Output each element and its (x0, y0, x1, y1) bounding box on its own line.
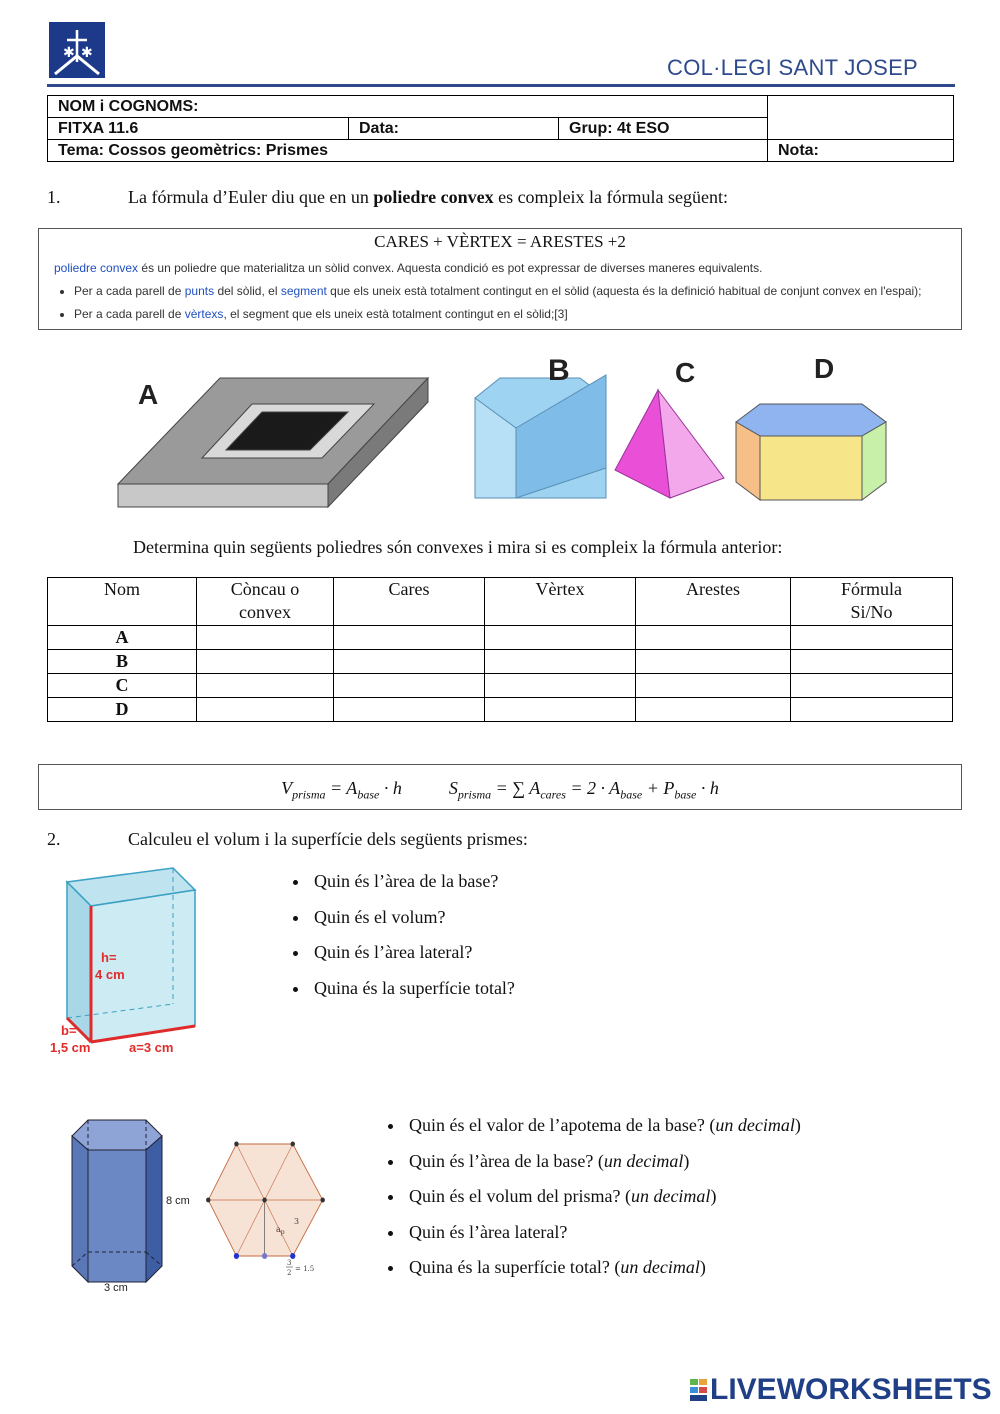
f-s-sub: prisma (457, 787, 492, 802)
item-em: un decimal (620, 1257, 700, 1277)
f-v: V (281, 778, 293, 798)
watermark-text: LIVEWORKSHEETS (710, 1373, 992, 1406)
answer-cell[interactable] (791, 626, 953, 650)
hexagonal-prism-figure (62, 1114, 202, 1294)
label-b: B (548, 354, 570, 387)
svg-text:✱: ✱ (63, 45, 75, 61)
answer-cell[interactable] (791, 674, 953, 698)
f-s-eq: = ∑ A (491, 778, 541, 798)
polyhedra-table (47, 577, 953, 722)
th-nom: Nom (48, 578, 197, 626)
answer-cell[interactable] (636, 626, 791, 650)
answer-cell[interactable] (197, 698, 334, 722)
school-logo (49, 22, 105, 78)
item-text: Quin és l’àrea lateral? (409, 1221, 568, 1242)
list-item (405, 1250, 801, 1286)
list-item (405, 1179, 801, 1215)
row-label: B (48, 650, 197, 674)
date-field[interactable]: Data: (349, 118, 559, 140)
list-item: • Quin és l’àrea de la base? (310, 864, 515, 900)
f-s-pbase: base (674, 787, 697, 802)
prism1-b-value: 1,5 cm (50, 1040, 91, 1055)
list-item: • Quin és el volum? (310, 900, 515, 936)
q2-text: Calculeu el volum i la superfície dels següents prismes: (128, 829, 528, 849)
liveworksheets-logo-icon (690, 1375, 708, 1397)
table-row (48, 698, 953, 722)
table-row (48, 674, 953, 698)
grade-field[interactable]: Nota: (768, 140, 954, 162)
table-row (48, 626, 953, 650)
prism1-b-label: b= (61, 1023, 77, 1038)
logo-icon (49, 22, 105, 78)
q1-text (128, 186, 728, 208)
name-field[interactable]: NOM i COGNOMS: (48, 96, 768, 118)
b1-a: Per a cada parell de (74, 284, 185, 298)
f-v-eq: = A (325, 778, 358, 798)
def-bullet-1 (74, 284, 922, 298)
answer-cell[interactable] (485, 626, 636, 650)
q2-number: 2. (47, 829, 61, 849)
list-item (405, 1144, 801, 1180)
hex-side-label: 3 (294, 1217, 300, 1226)
hex-half-den: 2 (287, 1269, 292, 1277)
group-field: Grup: 4t ESO (559, 118, 768, 140)
b1-link-segment[interactable]: segment (280, 284, 327, 298)
liveworksheets-watermark[interactable] (690, 1373, 992, 1407)
hex-half-value: = 1.5 (295, 1265, 315, 1273)
answer-cell[interactable] (197, 626, 334, 650)
answer-cell[interactable] (334, 626, 485, 650)
f-s-cares: cares (540, 787, 566, 802)
b1-link-punts[interactable]: punts (184, 284, 215, 298)
item-em: un decimal (630, 1186, 711, 1206)
f-s: S (448, 778, 458, 798)
answer-cell[interactable] (197, 650, 334, 674)
f-s-h: · h (696, 778, 719, 798)
polyhedra-figure (110, 350, 900, 510)
prism2-side: 3 cm (104, 1282, 128, 1294)
answer-cell[interactable] (485, 650, 636, 674)
f-v-base: base (357, 787, 380, 802)
item-text: Quina és la superfície total? ( (409, 1257, 621, 1277)
student-info-table (47, 95, 954, 162)
row-label: D (48, 698, 197, 722)
b2-a: Per a cada parell de (74, 307, 185, 321)
list-item (405, 1215, 801, 1251)
answer-cell[interactable] (485, 698, 636, 722)
sheet-id: FITXA 11.6 (48, 118, 349, 140)
blank-cell (768, 96, 954, 140)
f-s-plus: + P (642, 778, 675, 798)
answer-cell[interactable] (485, 674, 636, 698)
b2-link-vertexs[interactable]: vèrtexs (184, 307, 224, 321)
b1-b: del sòlid, el (214, 284, 281, 298)
answer-cell[interactable] (334, 650, 485, 674)
prism2-questions (375, 1108, 801, 1286)
euler-formula: CARES + VÈRTEX = ARESTES +2 (374, 232, 626, 251)
list-item: • Quina és la superfície total? (310, 971, 515, 1007)
apothem-p: p (280, 1229, 285, 1236)
header-divider (47, 84, 955, 87)
th-concau: Còncau o convex (197, 578, 334, 626)
answer-cell[interactable] (334, 674, 485, 698)
def-bullet-2 (74, 307, 922, 321)
answer-cell[interactable] (334, 698, 485, 722)
item-text: Quin és el volum del prisma? ( (409, 1186, 631, 1206)
f-s-base: base (620, 787, 643, 802)
answer-cell[interactable] (791, 698, 953, 722)
def-link[interactable]: poliedre convex (54, 261, 139, 275)
th-formula: Fórmula Si/No (791, 578, 953, 626)
q1-text-bold: poliedre convex (373, 187, 494, 207)
item-em: un decimal (715, 1115, 795, 1135)
prism1-h-value: 4 cm (95, 967, 125, 982)
item-end: ) (699, 1257, 706, 1277)
item-text: Quin és el valor de l’apotema de la base? ( (409, 1115, 716, 1135)
polyhedron-c (615, 357, 724, 498)
row-label: C (48, 674, 197, 698)
hexagon-base-figure (205, 1138, 325, 1280)
b2-b: , el segment que els uneix està totalment contingut en el sòlid;[3] (223, 307, 568, 321)
polyhedron-b (475, 354, 606, 498)
prism1-h-label: h= (101, 950, 117, 965)
euler-definition-box (38, 228, 962, 330)
item-em: un decimal (603, 1150, 684, 1171)
polyhedron-d (736, 353, 886, 500)
th-vertex: Vèrtex (485, 578, 636, 626)
rectangular-prism-figure (45, 862, 210, 1057)
th-arestes: Arestes (636, 578, 791, 626)
answer-cell[interactable] (636, 674, 791, 698)
answer-cell[interactable] (636, 698, 791, 722)
list-item (405, 1108, 801, 1144)
table-row (48, 650, 953, 674)
label-c: C (675, 357, 696, 388)
item-end: ) (683, 1150, 690, 1171)
prism2-height: 8 cm (166, 1195, 190, 1207)
topic: Tema: Cossos geomètrics: Prismes (48, 140, 768, 162)
prism1-a-label: a=3 cm (129, 1040, 174, 1055)
b1-c: que els uneix està totalment contingut en el sòlid (aquesta és la definició habitual de conjunt convex en l'espai); (326, 284, 922, 298)
label-d: D (814, 353, 835, 384)
prism-formulas (38, 764, 962, 810)
q1-text-a: La fórmula d’Euler diu que en un (128, 187, 374, 207)
list-item: • Quin és l’àrea lateral? (310, 935, 515, 971)
answer-cell[interactable] (791, 650, 953, 674)
def-rest: és un poliedre que materialitza un sòlid convex. Aquesta condició es pot expressar de diverses maneres equivalents. (138, 261, 763, 275)
polyhedron-a (118, 378, 428, 507)
row-label: A (48, 626, 197, 650)
item-end: ) (710, 1186, 717, 1206)
th-cares: Cares (334, 578, 485, 626)
label-a: A (138, 379, 159, 410)
apothem-a: a (276, 1225, 281, 1234)
q1-instruction: Determina quin següents poliedres són convexes i mira si es compleix la fórmula anterior: (133, 537, 783, 557)
school-name: COL·LEGI SANT JOSEP (667, 55, 919, 80)
convex-definition (54, 261, 922, 330)
item-text: Quin és l’àrea de la base? ( (409, 1150, 604, 1171)
answer-cell[interactable] (636, 650, 791, 674)
q1-text-b: es compleix la fórmula següent: (493, 187, 729, 207)
answer-cell[interactable] (197, 674, 334, 698)
f-v-h: · h (379, 778, 402, 798)
item-end: ) (794, 1115, 801, 1135)
q1-number: 1. (47, 187, 61, 207)
f-s-mid: = 2 · A (565, 778, 621, 798)
prism1-questions (280, 864, 515, 1006)
svg-text:✱: ✱ (81, 45, 93, 61)
f-v-sub: prisma (292, 787, 326, 802)
hex-half-num: 3 (287, 1259, 292, 1267)
